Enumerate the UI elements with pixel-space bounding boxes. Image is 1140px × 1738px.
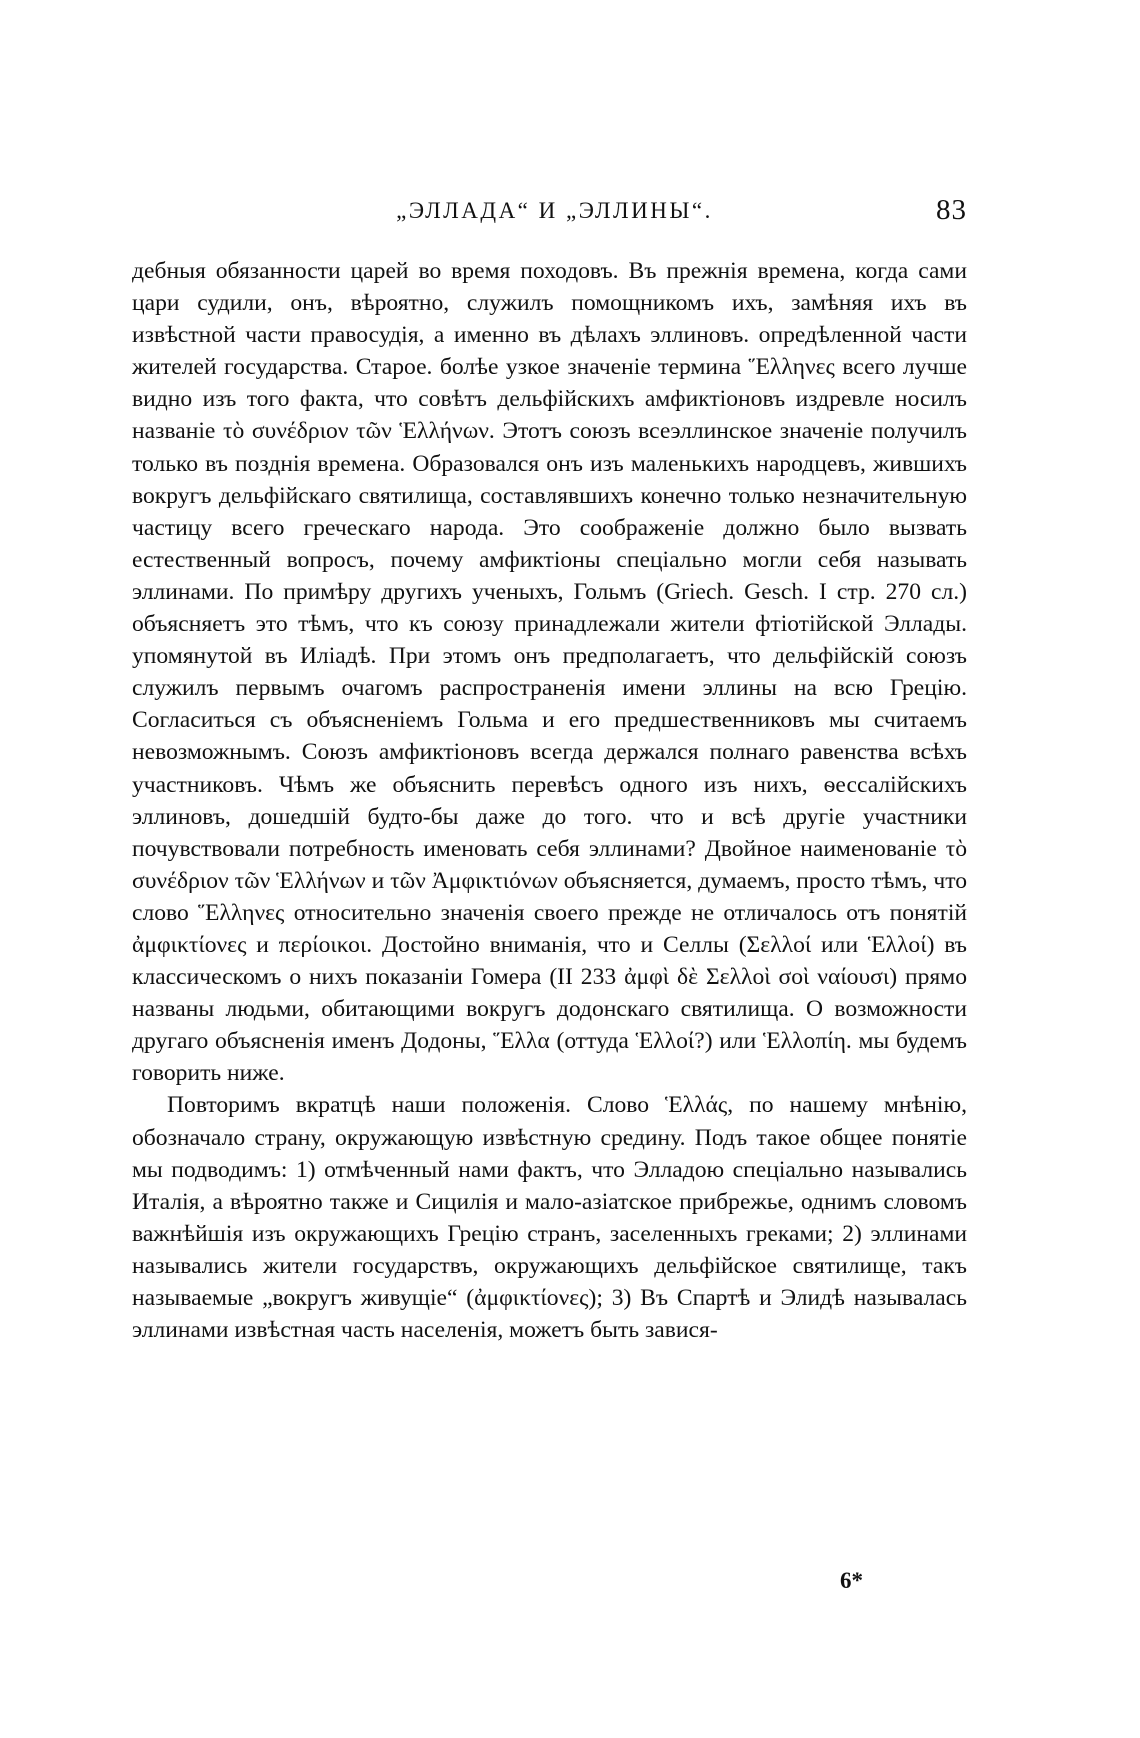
page-header xyxy=(132,194,967,238)
signature-mark: 6* xyxy=(840,1568,863,1593)
page-number: 83 xyxy=(936,194,967,226)
paragraph-continuation: дебныя обязанности царей во время походовъ. Въ прежнія времена, когда сами цари судили, онъ, вѣроятно, служилъ помощникомъ ихъ, замѣняя ихъ въ извѣстной части правосудія, а именно въ дѣлахъ эллиновъ. опредѣленной части жителей государства. Старое. болѣе узкое значеніе термина Ἕλληνες всего лучше видно изъ того факта, что совѣтъ дельфійскихъ амфиктіоновъ издревле носилъ названіе τὸ συνέδριον τῶν Ἑλλήνων. Этотъ союзъ всеэллинское значеніе получилъ только въ позднія времена. Образовался онъ изъ маленькихъ народцевъ, жившихъ вокругъ дельфійскаго святилища, составлявшихъ конечно только незначительную частицу всего греческаго народа. Это соображеніе должно было вызвать естественный вопросъ, почему амфиктіоны спеціально могли себя называть эллинами. По примѣру другихъ ученыхъ, Гольмъ (Griech. Gesch. I стр. 270 сл.) объясняетъ это тѣмъ, что къ союзу принадлежали жители фтіотійской Эллады. упомянутой въ Иліадѣ. При этомъ онъ предполагаетъ, что дельфійскій союзъ служилъ первымъ очагомъ распространенія имени эллины на всю Грецію. Согласиться съ объясненіемъ Гольма и его предшественниковъ мы считаемъ невозможнымъ. Союзъ амфиктіоновъ всегда держался полнаго равенства всѣхъ участниковъ. Чѣмъ же объяснить перевѣсъ одного изъ нихъ, ѳессалійскихъ эллиновъ, дошедшій будто-бы даже до того. что и всѣ другіе участники почувствовали потребность именовать себя эллинами? Двойное наименованіе τὸ συνέδριον τῶν Ἑλλήνων и τῶν Ἀμφικτιόνων объясняется, думаемъ, просто тѣмъ, что слово Ἕλληνες относительно значенія своего прежде не отличалось отъ понятій ἀμφικτίονες и περίοικοι. Достойно вниманія, что и Селлы (Σελλοί или Ἑλλοί) въ классическомъ о нихъ показаніи Гомера (II 233 ἀμφὶ δὲ Σελλοὶ σοὶ ναίουσι) прямо названы людьми, обитающими вокругъ додонскаго святилища. О возможности другаго объясненія именъ Додоны, Ἕλλα (оттуда Ἑλλοί?) или Ἑλλοπίη. мы будемъ говорить ниже. xyxy=(132,258,967,1087)
body-text xyxy=(132,255,967,1346)
paragraph-summary: Повторимъ вкратцѣ наши положенія. Слово Ἑλλάς, по нашему мнѣнію, обозначало страну, окружающую извѣстную средину. Подъ такое общее понятіе мы подводимъ: 1) отмѣченный нами фактъ, что Элладою спеціально назывались Италія, а вѣроятно также и Сицилія и мало-азіатское прибрежье, однимъ словомъ важнѣйшія изъ окружающихъ Грецію странъ, заселенныхъ греками; 2) эллинами назывались жители государствъ, окружающихъ дельфійское святилище, такъ называемые „вокругъ живущіе“ (ἀμφικτίονες); 3) Въ Спартѣ и Элидѣ называлась эллинами извѣстная часть населенія, можетъ быть завися- xyxy=(132,1092,967,1344)
running-title: „ЭЛЛАДА“ И „ЭЛЛИНЫ“. xyxy=(396,198,713,223)
